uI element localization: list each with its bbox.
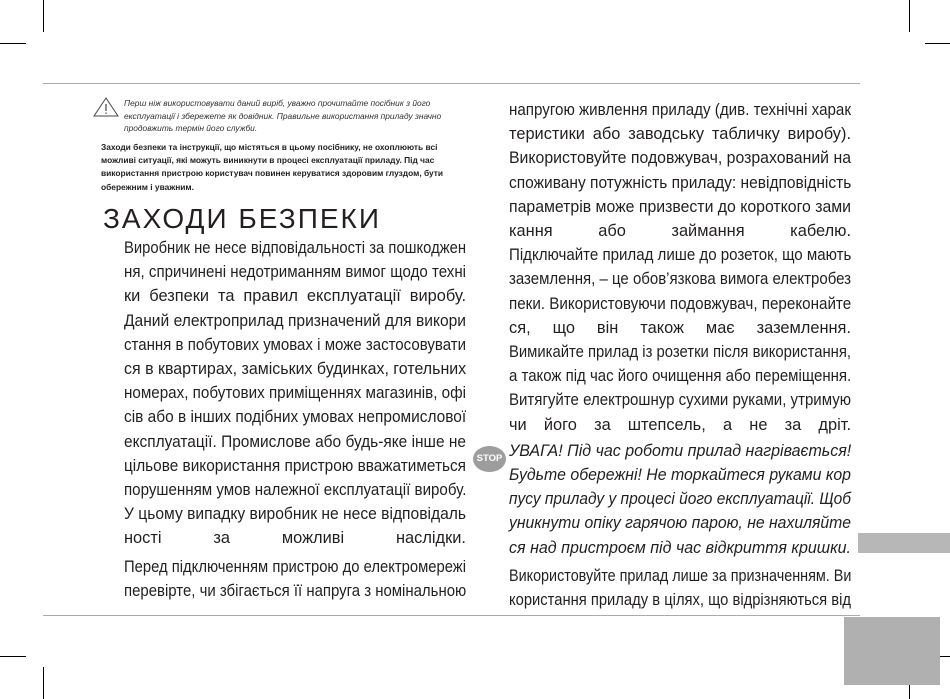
text-line: пеки. Використовуючи подовжувач, переконайте (509, 294, 852, 313)
warning-bold-line: Заходи безпеки та інструкції, що містяться в цьому посібнику, не охоплюють всі (101, 142, 438, 152)
paragraph (509, 146, 851, 243)
text-line: Вимикайте прилад із розетки після використання, (509, 343, 851, 362)
text-line: споживану потужність приладу: невідповідність (509, 173, 852, 192)
text-line: Підключайте прилад лише до розеток, що мають (509, 246, 852, 265)
text-line: сів або в інших подібних умовах непромислової (124, 408, 467, 427)
text-line: номерах, побутових приміщеннях магазинів, офі (124, 384, 466, 403)
text-line: УВАГА! Під час роботи прилад нагрівається! (509, 441, 852, 460)
text-line: Перед підключенням пристрою до електромережі (124, 557, 466, 576)
paragraph (509, 388, 851, 436)
text-line: Витягуйте електрошнур сухими руками, утримую (509, 391, 851, 410)
text-line: теристики або заводську табличку виробу). (509, 125, 851, 144)
header-rule (43, 83, 860, 84)
warning-line: продовжить термін його служби. (124, 123, 258, 134)
warning-italic-text (124, 97, 466, 135)
text-line: Даний електроприлад призначений для викори (124, 311, 466, 330)
stop-icon: STOP (473, 446, 506, 472)
side-tab (858, 533, 950, 553)
text-line: ся в квартирах, заміських будинках, готельних (124, 360, 467, 379)
paragraph (509, 243, 851, 340)
crop-mark (909, 0, 910, 32)
paragraph (124, 309, 466, 551)
text-line: ки безпеки та правил експлуатації виробу. (124, 287, 466, 306)
text-line: експлуатації. Промислове або будь-яке інше не (124, 432, 466, 451)
warning-bold-line: можливі ситуації, які можуть виникнути в процесі експлуатації приладу. Під час (101, 155, 435, 166)
paragraph (509, 98, 851, 146)
warning-bold-text (101, 141, 467, 194)
paragraph (509, 340, 851, 388)
section-heading: ЗАХОДИ БЕЗПЕКИ (103, 203, 381, 234)
text-line: Будьте обережні! Не торкайтеся руками кор (509, 466, 851, 485)
text-line: стання в побутових умовах і може застосовувати (124, 335, 466, 354)
footer-rule (43, 615, 860, 616)
warning-bold-line: обережним і уважним. (101, 181, 194, 192)
page-number-tab (844, 617, 940, 685)
text-line: цільове використання пристрою вважатиметься (124, 456, 466, 475)
crop-mark (925, 43, 950, 44)
warning-line: експлуатації і збережете як довідник. Правильне використання приладу значно (124, 110, 442, 121)
text-line: ся над пристроєм під час відкриття кришки. (509, 538, 851, 557)
text-line: користання приладу в цілях, що відрізняються від (509, 591, 851, 610)
paragraph (124, 555, 466, 603)
text-line: Використовуйте прилад лише за призначенням. Ви (509, 566, 852, 585)
text-line: параметрів може призвести до короткого зами (509, 197, 852, 216)
right-column (509, 98, 851, 612)
text-line: кання або займання кабелю. (509, 222, 851, 241)
text-line: перевірте, чи збігається її напруга з номінальною (124, 581, 467, 600)
crop-mark (0, 43, 26, 44)
paragraph (124, 236, 466, 309)
text-line: пусу приладу у процесі його експлуатації. Щоб (509, 490, 851, 509)
text-line: уникнути опіку гарячою парою, не нахиляйте (509, 514, 851, 533)
caution-paragraph (509, 439, 851, 560)
text-line: напругою живлення приладу (див. технічні харак (509, 101, 851, 119)
text-line: порушенням умов належної експлуатації виробу. (124, 481, 467, 500)
text-line: а також під час його очищення або переміщення. (509, 367, 852, 386)
text-line: чи його за штепсель, а не за дріт. (509, 415, 851, 434)
text-line: ся, що він також має заземлення. (509, 318, 851, 337)
crop-mark (43, 0, 44, 32)
paragraph (509, 564, 851, 612)
text-line: ності за можливі наслідки. (124, 529, 466, 548)
warning-line: Перш ніж використовувати даний виріб, уважно прочитайте посібник з його (124, 98, 431, 108)
crop-mark (43, 667, 44, 699)
text-line: У цьому випадку виробник не несе відповідаль (124, 505, 466, 524)
warning-triangle-icon (93, 97, 119, 117)
left-column (124, 236, 466, 603)
text-line: Використовуйте подовжувач, розрахований на (509, 149, 851, 168)
text-line: заземлення, – це обов’язкова вимога електробез (509, 270, 851, 289)
text-line: ня, спричинені недотриманням вимог щодо техні (124, 263, 466, 282)
warning-bold-line: використання пристрою користувач повинен керуватися здоровим глуздом, бути (101, 168, 444, 179)
text-line: Виробник не несе відповідальності за пошкоджен (124, 239, 466, 257)
crop-mark (0, 656, 26, 657)
